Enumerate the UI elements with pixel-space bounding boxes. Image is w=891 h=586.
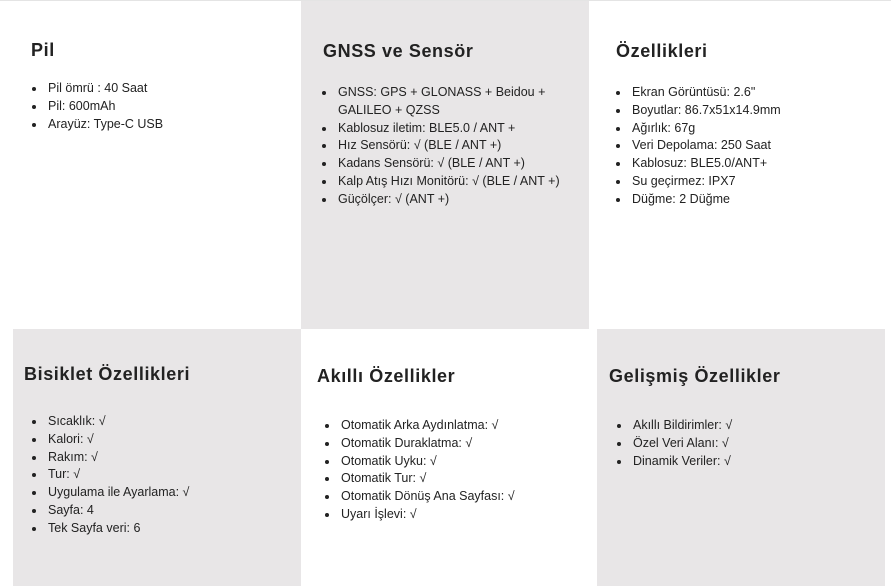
gnss-sensor-panel-title: GNSS ve Sensör <box>323 41 474 61</box>
list-item: • Hız Sensörü: √ (BLE / ANT +) <box>336 137 588 155</box>
list-item: • Uygulama ile Ayarlama: √ <box>46 484 296 502</box>
list-item: • Kablosuz: BLE5.0/ANT+ <box>630 155 890 173</box>
features-panel <box>589 1 891 329</box>
list-item: • Sayfa: 4 <box>46 502 296 520</box>
list-item: • Otomatik Dönüş Ana Sayfası: √ <box>339 488 599 506</box>
list-item: • Tek Sayfa veri: 6 <box>46 520 296 538</box>
advanced-features-panel-title: Gelişmiş Özellikler <box>609 366 781 386</box>
smart-features-panel-title: Akıllı Özellikler <box>317 366 456 386</box>
advanced-features-list <box>614 417 881 470</box>
list-item: • Otomatik Arka Aydınlatma: √ <box>339 417 599 435</box>
features-panel-title: Özellikleri <box>616 41 708 61</box>
list-item: • Kablosuz iletim: BLE5.0 / ANT + <box>336 120 588 138</box>
bike-features-panel <box>13 329 301 586</box>
bike-features-panel-title: Bisiklet Özellikleri <box>24 364 191 384</box>
list-item: • GNSS: GPS + GLONASS + Beidou + GALILEO + QZSS <box>336 84 588 120</box>
list-item: • Özel Veri Alanı: √ <box>631 435 881 453</box>
battery-panel-title: Pil <box>31 40 55 60</box>
list-item: • Pil ömrü : 40 Saat <box>46 80 296 98</box>
list-item: • Otomatik Uyku: √ <box>339 453 599 471</box>
features-list <box>613 84 890 209</box>
list-item: • Kalp Atış Hızı Monitörü: √ (BLE / ANT +) <box>336 173 588 191</box>
list-item: • Su geçirmez: IPX7 <box>630 173 890 191</box>
battery-spec-list <box>29 80 296 133</box>
list-item: • Akıllı Bildirimler: √ <box>631 417 881 435</box>
list-item: • Kalori: √ <box>46 431 296 449</box>
list-item: • Boyutlar: 86.7x51x14.9mm <box>630 102 890 120</box>
list-item: • Güçölçer: √ (ANT +) <box>336 191 588 209</box>
list-item: • Uyarı İşlevi: √ <box>339 506 599 524</box>
gnss-sensor-list <box>319 84 588 209</box>
list-item: • Pil: 600mAh <box>46 98 296 116</box>
list-item: • Otomatik Duraklatma: √ <box>339 435 599 453</box>
advanced-features-panel <box>597 329 885 586</box>
list-item: • Düğme: 2 Düğme <box>630 191 890 209</box>
list-item: • Otomatik Tur: √ <box>339 470 599 488</box>
list-item: • Veri Depolama: 250 Saat <box>630 137 890 155</box>
gnss-sensor-panel <box>301 1 589 329</box>
list-item: • Arayüz: Type-C USB <box>46 116 296 134</box>
list-item: • Ekran Görüntüsü: 2.6" <box>630 84 890 102</box>
bike-features-list <box>29 413 296 538</box>
battery-panel <box>0 1 301 329</box>
list-item: • Dinamik Veriler: √ <box>631 453 881 471</box>
list-item: • Rakım: √ <box>46 449 296 467</box>
smart-features-list <box>322 417 599 524</box>
list-item: • Ağırlık: 67g <box>630 120 890 138</box>
smart-features-panel <box>301 329 597 586</box>
list-item: • Tur: √ <box>46 466 296 484</box>
list-item: • Kadans Sensörü: √ (BLE / ANT +) <box>336 155 588 173</box>
list-item: • Sıcaklık: √ <box>46 413 296 431</box>
